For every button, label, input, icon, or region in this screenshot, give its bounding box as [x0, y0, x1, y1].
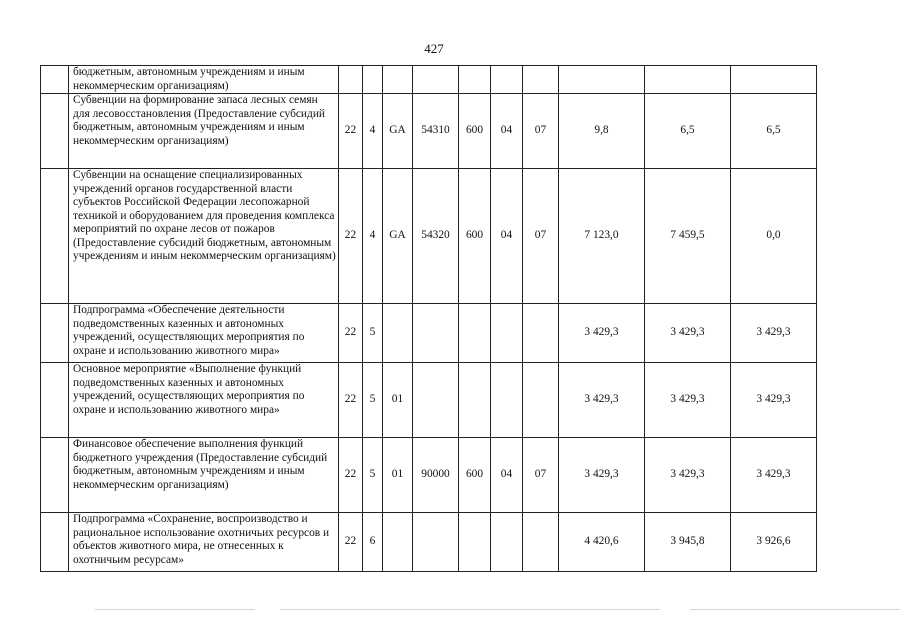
- code-rz-cell: [491, 363, 523, 438]
- code-pr-cell: [523, 66, 559, 94]
- row-number-cell: [41, 66, 69, 94]
- code-rz-cell: 04: [491, 94, 523, 169]
- code-rz-cell: [491, 304, 523, 363]
- code-gp-cell: 22: [339, 94, 363, 169]
- item-name-cell: Финансовое обеспечение выполнения функций бюджетного учреждения (Предоставление субсидий бюджетным, автономным учреждениям и иным некоммерческим организациям): [69, 438, 339, 513]
- amount-year3-cell: 3 926,6: [731, 513, 817, 572]
- code-om-cell: GA: [383, 94, 413, 169]
- amount-year2-cell: 6,5: [645, 94, 731, 169]
- code-vr-cell: [459, 66, 491, 94]
- item-name-cell: бюджетным, автономным учреждениям и иным некоммерческим организациям): [69, 66, 339, 94]
- code-vr-cell: [459, 513, 491, 572]
- code-dir-cell: 54310: [413, 94, 459, 169]
- row-number-cell: [41, 513, 69, 572]
- amount-year1-cell: 3 429,3: [559, 304, 645, 363]
- amount-year1-cell: 7 123,0: [559, 169, 645, 304]
- code-dir-cell: 54320: [413, 169, 459, 304]
- table-row: [41, 438, 817, 513]
- code-pp-cell: 5: [363, 304, 383, 363]
- code-vr-cell: 600: [459, 438, 491, 513]
- row-number-cell: [41, 169, 69, 304]
- code-pr-cell: 07: [523, 438, 559, 513]
- amount-year2-cell: 7 459,5: [645, 169, 731, 304]
- amount-year2-cell: 3 945,8: [645, 513, 731, 572]
- code-dir-cell: 90000: [413, 438, 459, 513]
- table-row: [41, 363, 817, 438]
- budget-table: [40, 65, 817, 572]
- amount-year1-cell: 9,8: [559, 94, 645, 169]
- amount-year2-cell: 3 429,3: [645, 438, 731, 513]
- code-rz-cell: 04: [491, 169, 523, 304]
- code-vr-cell: [459, 363, 491, 438]
- page-number: 427: [424, 41, 444, 56]
- code-pr-cell: [523, 363, 559, 438]
- code-dir-cell: [413, 363, 459, 438]
- code-om-cell: [383, 304, 413, 363]
- code-gp-cell: 22: [339, 169, 363, 304]
- amount-year3-cell: 3 429,3: [731, 363, 817, 438]
- code-vr-cell: [459, 304, 491, 363]
- amount-year1-cell: 4 420,6: [559, 513, 645, 572]
- code-vr-cell: 600: [459, 169, 491, 304]
- code-pr-cell: 07: [523, 169, 559, 304]
- amount-year3-cell: [731, 66, 817, 94]
- amount-year3-cell: 3 429,3: [731, 304, 817, 363]
- code-pr-cell: [523, 304, 559, 363]
- code-pp-cell: 6: [363, 513, 383, 572]
- table-row: [41, 513, 817, 572]
- code-om-cell: 01: [383, 438, 413, 513]
- item-name-cell: Субвенции на формирование запаса лесных семян для лесовосстановления (Предоставление субсидий бюджетным, автономным учреждениям и иным некоммерческим организациям): [69, 94, 339, 169]
- item-name-cell: Подпрограмма «Обеспечение деятельности подведомственных казенных и автономных учреждений, осуществляющих мероприятия по охране и использованию животного мира»: [69, 304, 339, 363]
- code-pp-cell: 4: [363, 94, 383, 169]
- amount-year3-cell: 6,5: [731, 94, 817, 169]
- scan-artifact-line: [95, 609, 255, 610]
- item-name-cell: Основное мероприятие «Выполнение функций подведомственных казенных и автономных учреждений, осуществляющих мероприятия по охране и использованию животного мира»: [69, 363, 339, 438]
- code-pp-cell: 4: [363, 169, 383, 304]
- code-dir-cell: [413, 304, 459, 363]
- amount-year3-cell: 0,0: [731, 169, 817, 304]
- code-rz-cell: 04: [491, 438, 523, 513]
- amount-year2-cell: 3 429,3: [645, 304, 731, 363]
- table-row: [41, 304, 817, 363]
- code-pp-cell: 5: [363, 363, 383, 438]
- code-om-cell: 01: [383, 363, 413, 438]
- code-pr-cell: [523, 513, 559, 572]
- code-vr-cell: 600: [459, 94, 491, 169]
- code-pp-cell: 5: [363, 438, 383, 513]
- code-rz-cell: [491, 513, 523, 572]
- amount-year2-cell: [645, 66, 731, 94]
- table-row: [41, 169, 817, 304]
- code-gp-cell: 22: [339, 304, 363, 363]
- row-number-cell: [41, 438, 69, 513]
- code-dir-cell: [413, 66, 459, 94]
- scan-artifact-line: [690, 609, 900, 610]
- code-gp-cell: [339, 66, 363, 94]
- code-pr-cell: 07: [523, 94, 559, 169]
- amount-year1-cell: [559, 66, 645, 94]
- code-dir-cell: [413, 513, 459, 572]
- item-name-cell: Подпрограмма «Сохранение, воспроизводство и рациональное использование охотничьих ресурсов и объектов животного мира, не отнесенных к охотничьим ресурсам»: [69, 513, 339, 572]
- amount-year3-cell: 3 429,3: [731, 438, 817, 513]
- code-gp-cell: 22: [339, 513, 363, 572]
- amount-year2-cell: 3 429,3: [645, 363, 731, 438]
- row-number-cell: [41, 363, 69, 438]
- row-number-cell: [41, 304, 69, 363]
- row-number-cell: [41, 94, 69, 169]
- table-row: [41, 94, 817, 169]
- code-gp-cell: 22: [339, 438, 363, 513]
- amount-year1-cell: 3 429,3: [559, 363, 645, 438]
- code-rz-cell: [491, 66, 523, 94]
- item-name-cell: Субвенции на оснащение специализированных учреждений органов государственной власти субъектов Российской Федерации лесопожарной техникой и оборудованием для проведения комплекса мероприятий по охране лесов от пожаров (Предоставление субсидий бюджетным, автономным учреждениям и иным некоммерческим организациям): [69, 169, 339, 304]
- code-om-cell: [383, 66, 413, 94]
- code-om-cell: GA: [383, 169, 413, 304]
- code-pp-cell: [363, 66, 383, 94]
- amount-year1-cell: 3 429,3: [559, 438, 645, 513]
- code-om-cell: [383, 513, 413, 572]
- code-gp-cell: 22: [339, 363, 363, 438]
- table-row: [41, 66, 817, 94]
- scan-artifact-line: [280, 609, 660, 610]
